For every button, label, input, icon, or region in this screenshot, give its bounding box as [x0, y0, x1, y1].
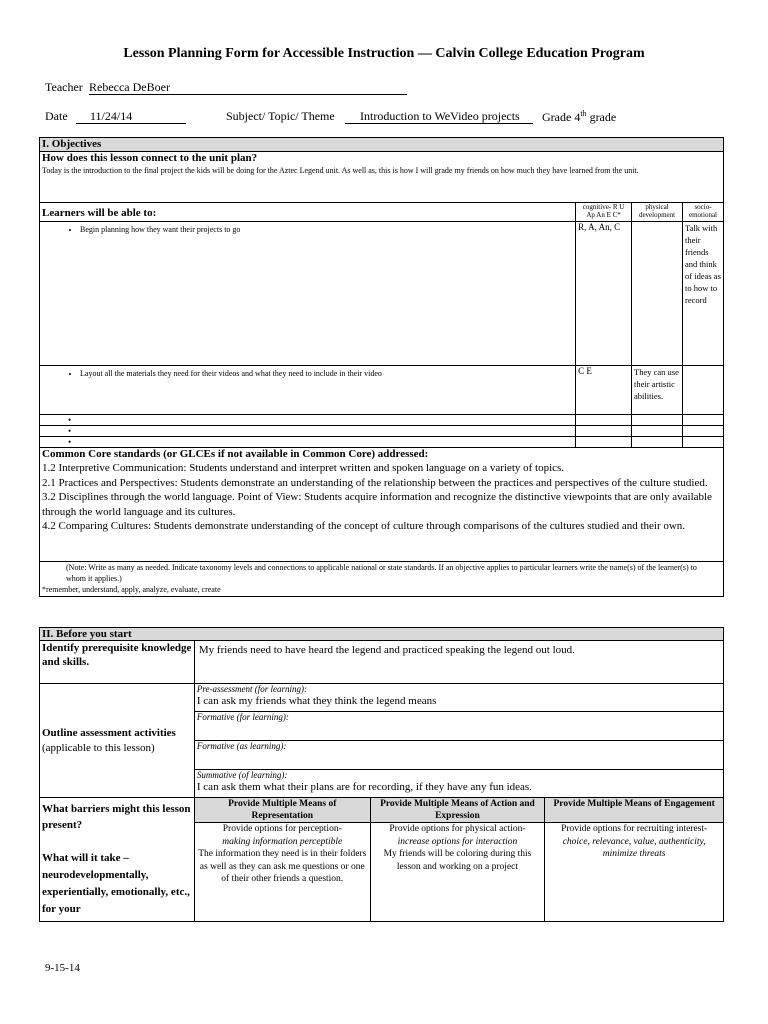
rep-b: making information perceptible	[222, 836, 343, 847]
date-field[interactable]	[76, 109, 186, 124]
objective-3-physical[interactable]	[632, 415, 683, 426]
pre-assessment-cell[interactable]	[194, 684, 723, 712]
formative-as-cell[interactable]	[194, 741, 723, 770]
objective-4[interactable]	[40, 426, 576, 437]
learners-label: Learners will be able to:	[42, 207, 157, 219]
engagement-cell[interactable]	[545, 823, 724, 922]
rep-c: The information they need is in their folders as well as they can ask me questions or one of their other friends a question.	[198, 849, 367, 884]
take-label: What will it take – neurodevelopmentally, experientially, emotionally, etc., for your	[42, 852, 190, 915]
subject-value: Introduction to WeVideo projects	[360, 109, 520, 123]
standard-4: 4.2 Comparing Cultures: Students demonstrate understanding of the concept of culture through comparisons of the cultures studied and their own.	[42, 520, 686, 532]
summative-cell[interactable]	[194, 770, 723, 798]
prereq-label-cell	[40, 641, 195, 684]
standards-label: Common Core standards (or GLCEs if not available in Common Core) addressed:	[42, 448, 429, 460]
objective-5-socio[interactable]	[683, 437, 724, 448]
representation-cell[interactable]	[194, 823, 370, 922]
objective-1-cognitive[interactable]: R, A, An, C	[576, 222, 632, 366]
standard-3: 3.2 Disciplines through the world language. Point of View: Students acquire information and recognize the distinctive viewpoints that are only available through the world language and its cultures.	[42, 491, 712, 518]
grade-label: Grade 4	[542, 110, 581, 124]
objective-3-cognitive[interactable]	[576, 415, 632, 426]
col-engagement: Provide Multiple Means of Engagement	[545, 798, 724, 823]
objective-4-physical[interactable]	[632, 426, 683, 437]
col-socio-emotional: socio-emotional	[683, 203, 724, 222]
prereq-value[interactable]: My friends need to have heard the legend and practiced speaking the legend out loud.	[194, 641, 723, 684]
date-value: 11/24/14	[90, 109, 133, 123]
formative-for-label: Formative (for learning):	[196, 712, 289, 722]
act-c: My friends will be coloring during this lesson and working on a project	[383, 849, 532, 872]
col-representation: Provide Multiple Means of Representation	[194, 798, 370, 823]
objective-2-text: • Layout all the materials they need for their videos and what they need to include in their video	[80, 368, 573, 379]
subject-label: Subject/ Topic/ Theme	[226, 109, 335, 123]
col-physical: physical development	[632, 203, 683, 222]
objective-1[interactable]	[40, 222, 576, 366]
col-cognitive: cognitive- R U Ap An E C*	[576, 203, 632, 222]
bullet-4: •	[68, 426, 72, 436]
standard-1: 1.2 Interpretive Communication: Students understand and interpret written and spoken language on a variety of topics.	[42, 462, 565, 474]
outline-sub: (applicable to this lesson)	[42, 741, 155, 754]
subject-field[interactable]	[345, 109, 533, 124]
objective-2[interactable]	[40, 366, 576, 415]
objective-1-socio[interactable]: Talk with their friends and think of ideas as to how to record	[683, 222, 724, 366]
grade-suffix: grade	[586, 110, 617, 124]
pre-assessment-label: Pre-assessment (for learning):	[196, 684, 308, 694]
objective-4-socio[interactable]	[683, 426, 724, 437]
act-b: increase options for interaction	[397, 836, 518, 847]
objective-5[interactable]	[40, 437, 576, 448]
action-cell[interactable]	[370, 823, 545, 922]
teacher-name: Rebecca DeBoer	[89, 80, 170, 94]
objective-2-socio[interactable]	[683, 366, 724, 415]
unit-connection-question: How does this lesson connect to the unit plan?	[42, 152, 258, 164]
learners-label-cell	[40, 203, 576, 222]
note-cell	[40, 562, 724, 597]
unit-connection-answer: Today is the introduction to the final project the kids will be doing for the Aztec Legend unit. As well as, this is how I will grade my friends on how much they have learned from the unit.	[42, 166, 639, 175]
formative-as-label: Formative (as learning):	[196, 741, 287, 751]
prereq-label: Identify prerequisite knowledge and skills.	[42, 642, 192, 668]
eng-b: choice, relevance, value, authenticity, minimize threats	[562, 836, 706, 859]
before-header: II. Before you start	[40, 628, 724, 641]
standard-2: 2.1 Practices and Perspectives: Students demonstrate an understanding of the relationship between the practices and perspectives of the culture studied.	[42, 476, 708, 489]
objective-1-physical[interactable]	[632, 222, 683, 366]
objectives-table	[39, 137, 724, 597]
formative-for-cell[interactable]	[194, 712, 723, 741]
rep-a: Provide options for perception-	[222, 824, 342, 834]
outline-label: Outline assessment activities	[42, 726, 176, 739]
objectives-header: I. Objectives	[40, 138, 724, 152]
objective-5-cognitive[interactable]	[576, 437, 632, 448]
unit-connection-cell[interactable]	[40, 152, 724, 203]
bullet-3: •	[68, 415, 72, 425]
objective-5-physical[interactable]	[632, 437, 683, 448]
teacher-field[interactable]	[89, 80, 407, 95]
footer-date: 9-15-14	[45, 962, 80, 974]
grade-sup: th	[580, 109, 587, 118]
objective-3-socio[interactable]	[683, 415, 724, 426]
act-a: Provide options for physical action-	[389, 824, 526, 834]
outline-label-cell	[40, 684, 195, 798]
page-title: Lesson Planning Form for Accessible Instruction — Calvin College Education Program	[123, 46, 645, 61]
objective-2-cognitive[interactable]: C E	[576, 366, 632, 415]
eng-a: Provide options for recruiting interest-	[561, 824, 708, 834]
standards-cell[interactable]	[40, 448, 724, 562]
barriers-label-cell	[40, 798, 195, 922]
objective-4-cognitive[interactable]	[576, 426, 632, 437]
objective-3[interactable]	[40, 415, 576, 426]
footnote-text: *remember, understand, apply, analyze, evaluate, create	[42, 585, 221, 594]
summative-label: Summative (of learning):	[196, 770, 288, 780]
teacher-label: Teacher	[45, 80, 83, 94]
objective-2-physical[interactable]: They can use their artistic abilities.	[632, 366, 683, 415]
barriers-label: What barriers might this lesson present?	[42, 803, 191, 831]
col-action-expression: Provide Multiple Means of Action and Expression	[370, 798, 545, 823]
before-table	[39, 627, 724, 922]
objective-1-text: • Begin planning how they want their projects to go	[80, 224, 573, 235]
pre-assessment-value: I can ask my friends what they think the legend means	[196, 695, 437, 707]
bullet-5: •	[68, 437, 72, 447]
summative-value: I can ask them what their plans are for recording, if they have any fun ideas.	[196, 781, 532, 793]
grade-text	[542, 109, 616, 125]
date-label: Date	[45, 109, 68, 123]
note-text: (Note: Write as many as needed. Indicate taxonomy levels and connections to applicable national or state standards. If an objective applies to particular learners write the name(s) of the learner(s) to whom it applies.)	[66, 563, 697, 583]
